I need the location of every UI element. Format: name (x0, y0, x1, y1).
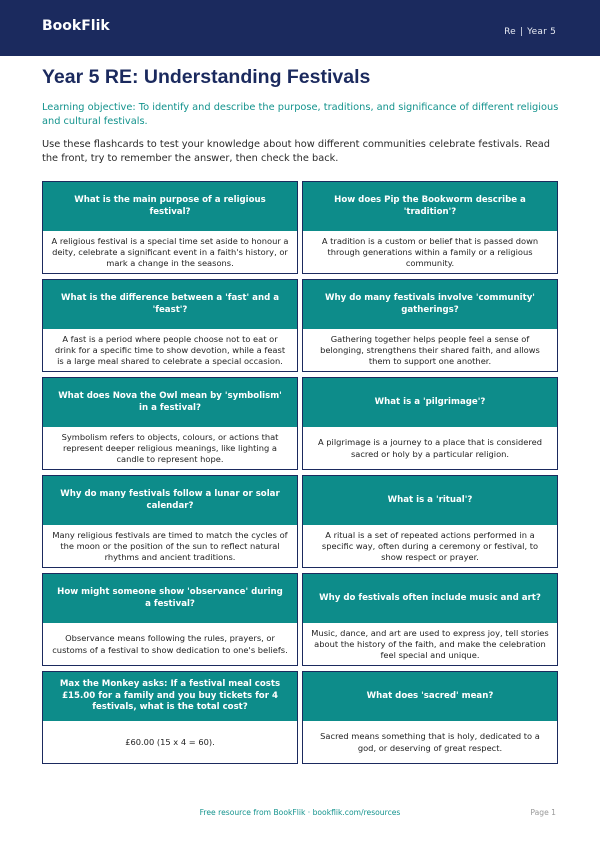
flashcard-front: Why do festivals often include music and art? (303, 574, 557, 623)
breadcrumb-separator: | (519, 27, 524, 37)
breadcrumb-year: Year 5 (527, 27, 556, 37)
flashcard[interactable] (42, 475, 298, 568)
flashcard-front: What is the difference between a 'fast' and a 'feast'? (43, 280, 297, 329)
learning-objective: Learning objective: To identify and describe the purpose, traditions, and significance of different religious and cultural festivals. (42, 102, 559, 127)
flashcard-front: Max the Monkey asks: If a festival meal costs £15.00 for a family and you buy tickets for 4 festivals, what is the total cost? (43, 672, 297, 721)
page-number: Page 1 (530, 808, 556, 817)
flashcard-back: Sacred means something that is holy, dedicated to a god, or deserving of great respect. (320, 731, 540, 753)
flashcard-front: What does Nova the Owl mean by 'symbolism' in a festival? (43, 378, 297, 427)
page-title: Year 5 RE: Understanding Festivals (42, 66, 371, 88)
flashcard-front: How does Pip the Bookworm describe a 'tradition'? (303, 182, 557, 231)
flashcard-back: Gathering together helps people feel a sense of belonging, strengthens their shared faith, and allows them to support one another. (320, 333, 540, 367)
flashcard-front: Why do many festivals involve 'community' gatherings? (303, 280, 557, 329)
flashcard-back: A pilgrimage is a journey to a place that is considered sacred or holy by a particular religion. (317, 437, 543, 459)
flashcard-front: What is a 'ritual'? (303, 476, 557, 525)
flashcard[interactable] (302, 573, 558, 666)
breadcrumb-subject: Re (504, 27, 516, 37)
brand-logo[interactable]: BookFlik (42, 18, 110, 34)
flashcard-front: How might someone show 'observance' during a festival? (43, 574, 297, 623)
flashcard[interactable] (302, 475, 558, 568)
flashcard-back: £60.00 (15 x 4 = 60). (125, 736, 215, 747)
flashcard[interactable] (42, 377, 298, 470)
flashcard[interactable] (42, 279, 298, 372)
flashcard-back: A religious festival is a special time set aside to honour a deity, celebrate a significant event in a faith's history, or mark a change in the seasons. (51, 235, 289, 269)
flashcard-front: Why do many festivals follow a lunar or solar calendar? (43, 476, 297, 525)
flashcard[interactable] (302, 181, 558, 274)
flashcard[interactable] (42, 573, 298, 666)
flashcard[interactable] (302, 671, 558, 764)
flashcard-back: A tradition is a custom or belief that is passed down through generations within a family or a religious community. (321, 235, 539, 269)
intro-text: Use these flashcards to test your knowledge about how different communities celebrate festivals. Read the front, try to remember the answer, then check the back. (42, 139, 551, 164)
footer-text[interactable]: Free resource from BookFlik · bookflik.com/resources (199, 808, 401, 817)
flashcard-front: What does 'sacred' mean? (303, 672, 557, 721)
breadcrumb (504, 27, 556, 37)
flashcard[interactable] (42, 671, 298, 764)
flashcard-front: What is the main purpose of a religious festival? (43, 182, 297, 231)
flashcard[interactable] (42, 181, 298, 274)
flashcard-back: Observance means following the rules, prayers, or customs of a festival to show dedication to one's beliefs. (52, 633, 288, 655)
flashcard-back: A fast is a period where people choose not to eat or drink for a specific time to show devotion, while a feast is a large meal shared to celebrate a special occasion. (54, 333, 286, 367)
flashcard-back: A ritual is a set of repeated actions performed in a specific way, often during a ceremony or festival, to show respect or prayer. (321, 529, 539, 563)
flashcard-back: Many religious festivals are timed to match the cycles of the moon or the position of the sun to reflect natural rhythms and ancient traditions. (52, 529, 288, 563)
flashcard-back: Music, dance, and art are used to express joy, tell stories about the history of the faith, and make the celebration feel special and unique. (311, 627, 549, 661)
flashcard[interactable] (302, 279, 558, 372)
flashcard-front: What is a 'pilgrimage'? (303, 378, 557, 427)
flashcard-back: Symbolism refers to objects, colours, or actions that represent deeper religious meanings, like lighting a candle to represent hope. (61, 431, 279, 465)
flashcard[interactable] (302, 377, 558, 470)
page-header (0, 0, 600, 56)
